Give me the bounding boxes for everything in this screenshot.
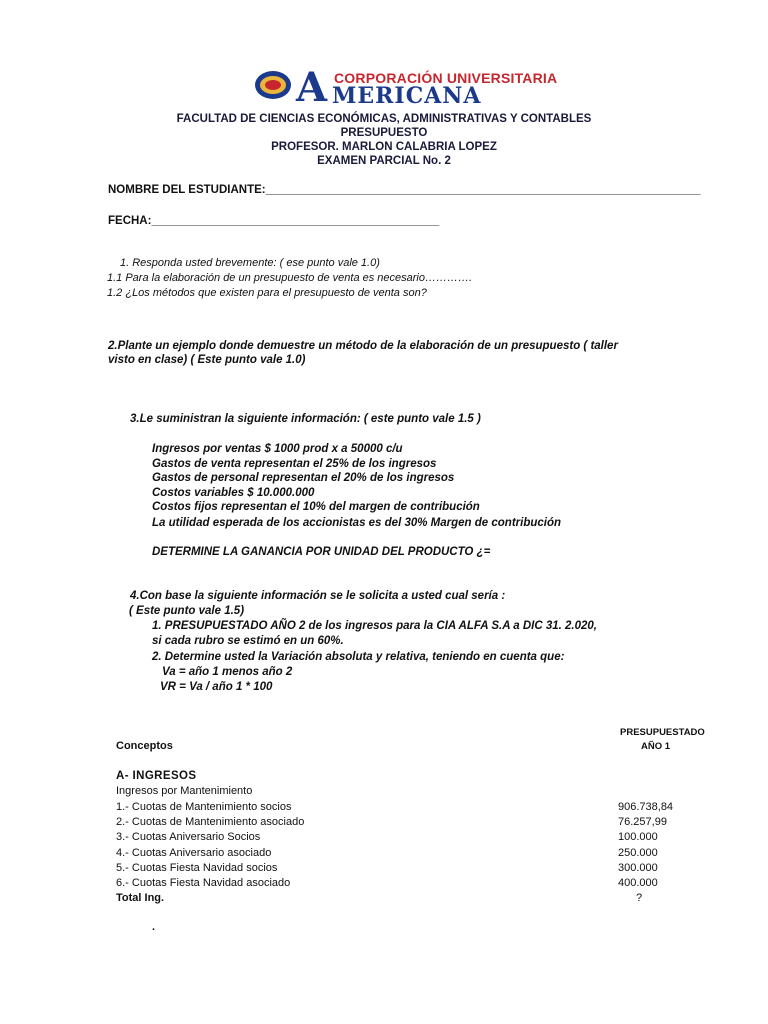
col-presupuestado: PRESUPUESTADO — [620, 727, 705, 738]
q3-line: Costos fijos representan el 10% del margen de contribución — [152, 501, 480, 513]
table-row-value: 100.000 — [618, 831, 658, 843]
q4-item2: 2. Determine usted la Variación absoluta y relativa, teniendo en cuenta que: — [152, 651, 565, 663]
q4-item1a: 1. PRESUPUESTADO AÑO 2 de los ingresos para la CIA ALFA S.A a DIC 31. 2.020, — [152, 620, 598, 632]
table-row-label: 5.- Cuotas Fiesta Navidad socios — [116, 862, 278, 874]
student-name-field[interactable]: NOMBRE DEL ESTUDIANTE:____________________________________________________________________ — [108, 184, 701, 196]
q4-value: ( Este punto vale 1.5) — [129, 605, 245, 617]
q3-line: Gastos de venta representan el 25% de los ingresos — [152, 458, 437, 470]
q1-title: 1. Responda usted brevemente: ( ese punto vale 1.0) — [120, 257, 380, 269]
q1-sub2: 1.2 ¿Los métodos que existen para el presupuesto de venta son? — [107, 287, 427, 299]
subject-title: PRESUPUESTO — [340, 127, 428, 139]
q2-line1: 2.Plante un ejemplo donde demuestre un método de la elaboración de un presupuesto ( taller — [108, 340, 618, 352]
total-label: Total Ing. — [116, 892, 165, 904]
logo-line1: CORPORACIÓN UNIVERSITARIA — [334, 70, 558, 86]
q3-title: 3.Le suministran la siguiente información: ( este punto vale 1.5 ) — [130, 413, 481, 425]
q3-line: La utilidad esperada de los accionistas es del 30% Margen de contribución — [152, 517, 562, 529]
col-conceptos: Conceptos — [116, 740, 173, 752]
table-row-label: 2.- Cuotas de Mantenimiento asociado — [116, 816, 305, 828]
q1-sub1: 1.1 Para la elaboración de un presupuesto de venta es necesario…………. — [107, 272, 473, 284]
q3-line: Ingresos por ventas $ 1000 prod x a 50000 c/u — [152, 443, 403, 455]
section-ingresos: A- INGRESOS — [116, 770, 197, 782]
table-row-label: 4.- Cuotas Aniversario asociado — [116, 847, 272, 859]
q4-vr-formula: VR = Va / año 1 * 100 — [160, 681, 273, 693]
total-value: ? — [636, 892, 643, 904]
table-row-value: 906.738,84 — [618, 801, 674, 813]
q3-line: Costos variables $ 10.000.000 — [152, 487, 315, 499]
exam-title: EXAMEN PARCIAL No. 2 — [317, 155, 451, 167]
date-field[interactable]: FECHA:_____________________________________________ — [108, 215, 440, 227]
table-row-label: 1.- Cuotas de Mantenimiento socios — [116, 801, 292, 813]
table-row-value: 250.000 — [618, 847, 658, 859]
university-logo — [254, 64, 558, 111]
professor-name: PROFESOR. MARLON CALABRIA LOPEZ — [271, 141, 497, 153]
q3-line: Gastos de personal representan el 20% de los ingresos — [152, 472, 455, 484]
q4-title: 4.Con base la siguiente información se le solicita a usted cual sería : — [130, 590, 506, 602]
logo-big-letter: A — [296, 64, 328, 111]
q2-line2: visto en clase) ( Este punto vale 1.0) — [108, 354, 306, 366]
subsection-mantenimiento: Ingresos por Mantenimiento — [116, 785, 253, 797]
table-row-value: 400.000 — [618, 877, 658, 889]
table-row-label: 3.- Cuotas Aniversario Socios — [116, 831, 261, 843]
logo-wordmark: MERICANA — [332, 83, 482, 109]
table-row-value: 76.257,99 — [618, 816, 667, 828]
q3-determine: DETERMINE LA GANANCIA POR UNIDAD DEL PRODUCTO ¿= — [152, 546, 491, 558]
table-row-value: 300.000 — [618, 862, 658, 874]
q4-va-formula: Va = año 1 menos año 2 — [162, 666, 293, 678]
trailing-dot: . — [152, 921, 156, 933]
q4-item1b: si cada rubro se estimó en un 60%. — [152, 635, 344, 647]
faculty-title: FACULTAD DE CIENCIAS ECONÓMICAS, ADMINISTRATIVAS Y CONTABLES — [176, 113, 592, 125]
table-row-label: 6.- Cuotas Fiesta Navidad asociado — [116, 877, 291, 889]
col-ano: AÑO 1 — [641, 741, 671, 752]
shield-emblem-icon — [254, 70, 292, 100]
